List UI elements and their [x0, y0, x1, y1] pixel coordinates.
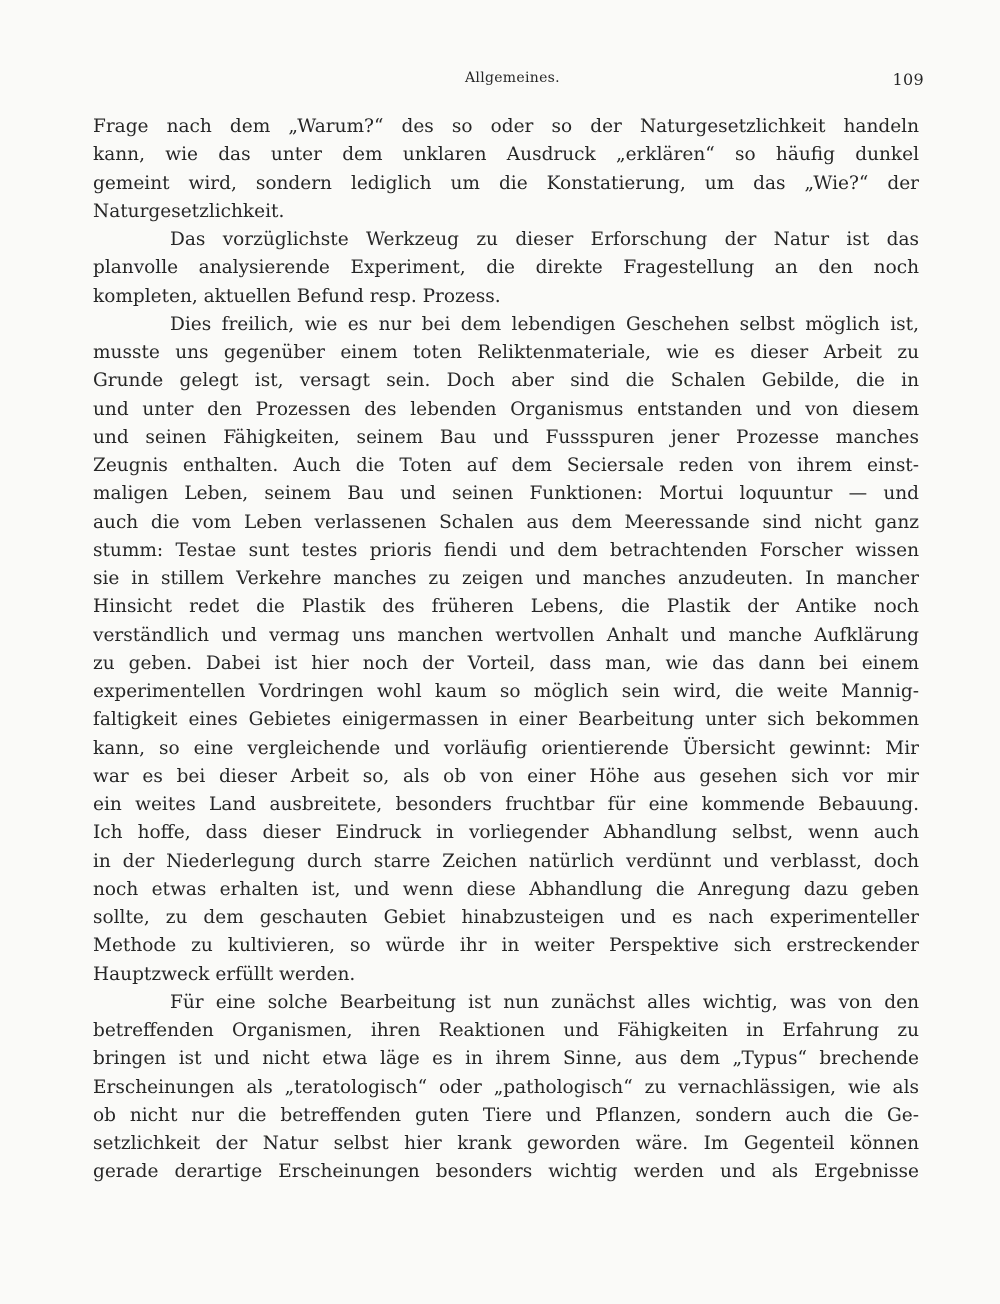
paragraph-end-line: Hauptzweck erfüllt werden. [93, 963, 356, 985]
text-line: Ich hoffe, dass dieser Eindruck in vorliegender Abhandlung selbst, wenn auch [93, 822, 919, 844]
paragraph-first-line: Das vorzüglichste Werkzeug zu dieser Erforschung der Natur ist das [170, 229, 919, 250]
paragraph-first-line: Dies freilich, wie es nur bei dem lebendigen Geschehen selbst möglich ist, [170, 313, 919, 335]
body-text [93, 113, 919, 1187]
text-line: ob nicht nur die betreffenden guten Tiere und Pflanzen, sondern auch die Ge- [93, 1104, 919, 1126]
text-line: setzlichkeit der Natur selbst hier krank geworden wäre. Im Gegenteil können [93, 1133, 919, 1154]
paragraph-end-line: Naturgesetzlichkeit. [93, 200, 285, 222]
text-line: bringen ist und nicht etwa läge es in ihrem Sinne, aus dem „Typus“ brechende [93, 1048, 919, 1070]
text-line: maligen Leben, seinem Bau und seinen Funktionen: Mortui loquuntur — und [93, 483, 919, 505]
text-line: planvolle analysierende Experiment, die direkte Fragestellung an den noch [93, 257, 919, 279]
text-line: Methode zu kultivieren, so würde ihr in weiter Perspektive sich erstreckender [93, 935, 919, 957]
running-title: Allgemeines. [465, 70, 560, 86]
text-line: experimentellen Vordringen wohl kaum so möglich sein wird, die weite Mannig- [93, 681, 919, 702]
text-line: kann, so eine vergleichende und vorläufig orientierende Übersicht gewinnt: Mir [93, 737, 919, 759]
text-line: Hinsicht redet die Plastik des früheren Lebens, die Plastik der Antike noch [93, 596, 919, 618]
text-line: gerade derartige Erscheinungen besonders wichtig werden und als Ergebnisse [93, 1161, 919, 1183]
text-line: Zeugnis enthalten. Auch die Toten auf dem Seciersale reden von ihrem einst- [93, 455, 919, 476]
text-line: betreffenden Organismen, ihren Reaktionen und Fähigkeiten in Erfahrung zu [93, 1020, 919, 1041]
text-line: kann, wie das unter dem unklaren Ausdruck „erklären“ so häufig dunkel [93, 144, 919, 166]
text-line: sollte, zu dem geschauten Gebiet hinabzusteigen und es nach experimenteller [93, 907, 919, 928]
text-line: stumm: Testae sunt testes prioris fiendi und dem betrachtenden Forscher wissen [93, 539, 919, 561]
running-header [0, 70, 1000, 94]
text-line: und unter den Prozessen des lebenden Organismus entstanden und von diesem [93, 398, 919, 420]
text-line: Erscheinungen als „teratologisch“ oder „pathologisch“ zu vernachlässigen, wie als [93, 1076, 919, 1098]
text-line: sie in stillem Verkehre manches zu zeigen und manches anzudeuten. In mancher [93, 568, 919, 589]
text-line: zu geben. Dabei ist hier noch der Vorteil, dass man, wie das dann bei einem [93, 652, 919, 674]
text-line: verständlich und vermag uns manchen wertvollen Anhalt und manche Aufklärung [93, 624, 919, 646]
text-line: und seinen Fähigkeiten, seinem Bau und Fussspuren jener Prozesse manches [93, 426, 919, 448]
text-line: war es bei dieser Arbeit so, als ob von einer Höhe aus gesehen sich vor mir [93, 765, 919, 787]
text-line: Grunde gelegt ist, versagt sein. Doch aber sind die Schalen Gebilde, die in [93, 370, 919, 392]
text-line: gemeint wird, sondern lediglich um die Konstatierung, um das „Wie?“ der [93, 172, 919, 194]
paragraph-first-line: Für eine solche Bearbeitung ist nun zunächst alles wichtig, was von den [170, 991, 919, 1013]
text-line: faltigkeit eines Gebietes einigermassen in einer Bearbeitung unter sich bekommen [93, 709, 919, 731]
page-number: 109 [892, 70, 924, 89]
paragraph-end-line: kompleten, aktuellen Befund resp. Prozess. [93, 285, 501, 307]
text-line: Frage nach dem „Warum?“ des so oder so der Naturgesetzlichkeit handeln [93, 116, 919, 137]
text-line: in der Niederlegung durch starre Zeichen natürlich verdünnt und verblasst, doch [93, 850, 919, 872]
text-line: noch etwas erhalten ist, und wenn diese Abhandlung die Anregung dazu geben [93, 878, 919, 900]
text-line: ein weites Land ausbreitete, besonders fruchtbar für eine kommende Bebauung. [93, 794, 919, 815]
text-line: auch die vom Leben verlassenen Schalen aus dem Meeressande sind nicht ganz [93, 511, 919, 533]
text-line: musste uns gegenüber einem toten Reliktenmateriale, wie es dieser Arbeit zu [93, 342, 919, 363]
